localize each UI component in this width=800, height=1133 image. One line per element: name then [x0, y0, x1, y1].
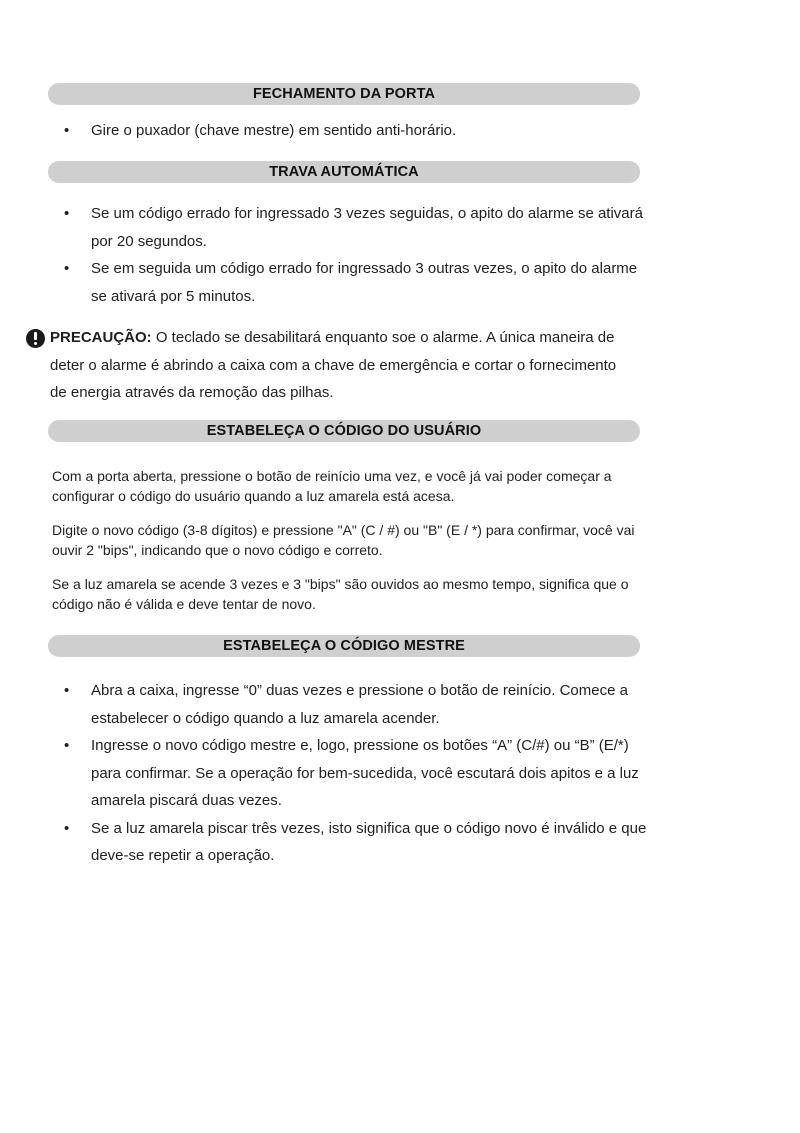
list-item-text: Gire o puxador (chave mestre) em sentido anti-horário.: [91, 122, 457, 139]
list-item: [60, 117, 648, 145]
bullet-icon: •: [64, 819, 70, 837]
master-code-list: [60, 677, 648, 870]
user-code-paragraph: Se a luz amarela se acende 3 vezes e 3 "bips" são ouvidos ao mesmo tempo, significa que o código não é válida e deve tentar de novo.: [52, 576, 629, 612]
bullet-icon: •: [64, 260, 70, 277]
exclamation-circle-icon: [26, 329, 45, 348]
caution-line: de energia através da remoção das pilhas.: [50, 384, 334, 401]
list-item-text: Abra a caixa, ingresse “0” duas vezes e pressione o botão de reinício. Comece a estabelecer o código quando a luz amarela acender.: [91, 682, 628, 727]
caution-line: [50, 324, 651, 352]
door-closing-list: [60, 117, 648, 145]
list-item: [60, 732, 648, 815]
bullet-icon: •: [64, 122, 70, 139]
user-code-paragraph: Digite o novo código (3-8 dígitos) e pressione "A" (C / #) ou "B" (E / *) para confirmar, você vai ouvir 2 "bips", indicando que o novo código e correto.: [52, 522, 635, 558]
caution-text: O teclado se desabilitará enquanto soe o alarme. A única maneira de: [155, 329, 615, 346]
bullet-icon: •: [64, 682, 70, 699]
list-item: [60, 677, 648, 732]
list-item: [60, 200, 648, 255]
caution-label: PRECAUÇÃO:: [50, 329, 152, 346]
section-header-door-closing: FECHAMENTO DA PORTA: [48, 83, 640, 105]
section-header-auto-lock: TRAVA AUTOMÁTICA: [48, 161, 640, 183]
list-item: [60, 255, 648, 310]
bullet-icon: •: [64, 737, 70, 754]
user-code-paragraph: Com a porta aberta, pressione o botão de reinício uma vez, e você já vai poder começar a configurar o código do usuário quando a luz amarela está acesa.: [52, 468, 612, 504]
caution-notice: [26, 324, 651, 407]
list-item-text: Se a luz amarela piscar três vezes, isto significa que o código novo é inválido e que deve-se repetir a operação.: [91, 819, 647, 864]
list-item: [60, 815, 648, 870]
section-header-master-code: ESTABELEÇA O CÓDIGO MESTRE: [48, 635, 640, 657]
section-header-user-code: ESTABELEÇA O CÓDIGO DO USUÁRIO: [48, 420, 640, 442]
bullet-icon: •: [64, 205, 70, 222]
list-item-text: Se em seguida um código errado for ingressado 3 outras vezes, o apito do alarme se ativará por 5 minutos.: [91, 260, 638, 305]
list-item-text: Ingresse o novo código mestre e, logo, pressione os botões “A” (C/#) ou “B” (E/*) para confirmar. Se a operação for bem-sucedida, você escutará dois apitos e a luz amarela piscará duas vezes.: [91, 737, 639, 809]
caution-line: deter o alarme é abrindo a caixa com a chave de emergência e cortar o fornecimento: [50, 356, 617, 374]
auto-lock-list: [60, 200, 648, 310]
list-item-text: Se um código errado for ingressado 3 vezes seguidas, o apito do alarme se ativará por 20 segundos.: [91, 205, 643, 250]
